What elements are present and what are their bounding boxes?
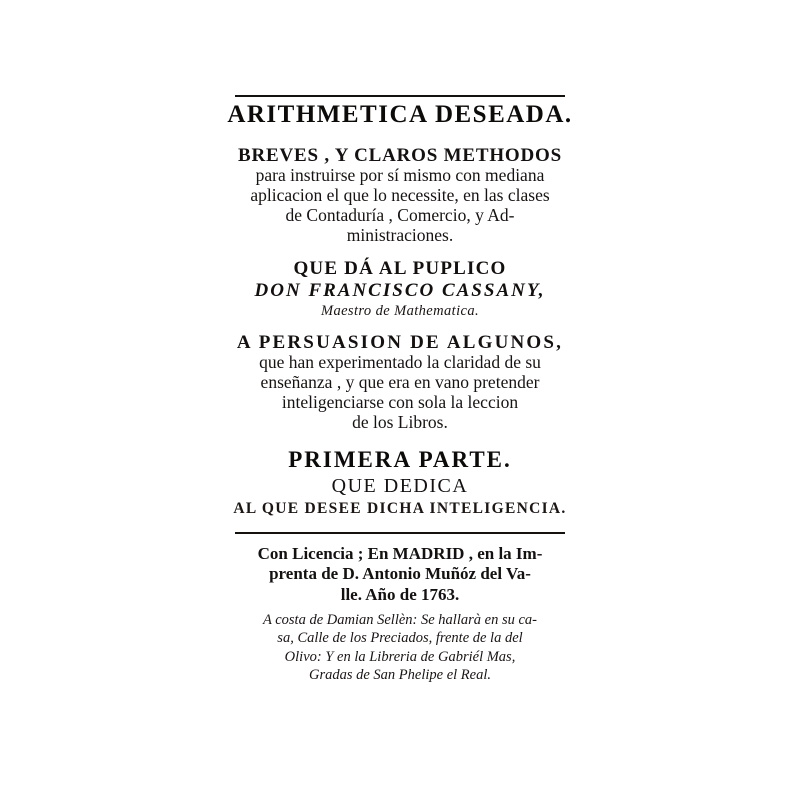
- imprint-block: [200, 544, 600, 605]
- presentation-line: QUE DÁ AL PUPLICO: [293, 258, 507, 280]
- colophon-line: sa, Calle de los Preciados, frente de la del: [277, 630, 523, 647]
- dedication-heading: QUE DEDICA: [331, 474, 469, 497]
- page-title: ARITHMETICA DESEADA.: [227, 101, 573, 128]
- part-block: [200, 447, 600, 518]
- motivation-line: que han experimentado la claridad de su: [259, 352, 541, 373]
- author-block: [200, 258, 600, 320]
- colophon-line: A costa de Damian Sellèn: Se hallarà en su ca-: [263, 612, 537, 628]
- bottom-rule: [235, 532, 565, 534]
- imprint-line: Con Licencia ; En MADRID , en la Im-: [257, 543, 543, 563]
- colophon-block: [200, 611, 600, 684]
- author-name: DON FRANCISCO CASSANY,: [254, 280, 546, 302]
- colophon-line: Gradas de San Phelipe el Real.: [308, 666, 491, 683]
- motivation-line: inteligenciarse con sola la leccion: [281, 391, 519, 412]
- author-role: Maestro de Mathematica.: [320, 302, 480, 319]
- motivation-line: A PERSUASION DE ALGUNOS,: [236, 331, 564, 353]
- subtitle-line: BREVES , Y CLAROS METHODOS: [238, 145, 562, 166]
- title-page: [200, 95, 600, 684]
- subtitle-line: aplicacion el que lo necessite, en las clases: [250, 185, 550, 206]
- colophon-line: Olivo: Y en la Libreria de Gabriél Mas,: [284, 648, 516, 665]
- motivation-line: de los Libros.: [352, 411, 448, 432]
- imprint-line: prenta de D. Antonio Muñóz del Va-: [269, 564, 531, 584]
- subtitle-line: para instruirse por sí mismo con mediana: [255, 165, 545, 186]
- subtitle-line: ministraciones.: [346, 225, 454, 246]
- part-heading: PRIMERA PARTE.: [288, 446, 512, 472]
- dedication-target: AL QUE DESEE DICHA INTELIGENCIA.: [233, 499, 567, 517]
- subtitle-block: [200, 145, 600, 246]
- top-rule: [235, 95, 565, 97]
- motivation-block: [200, 332, 600, 433]
- imprint-line: lle. Año de 1763.: [340, 584, 460, 604]
- subtitle-line: de Contaduría , Comercio, y Ad-: [285, 205, 515, 226]
- motivation-line: enseñanza , y que era en vano pretender: [260, 372, 540, 393]
